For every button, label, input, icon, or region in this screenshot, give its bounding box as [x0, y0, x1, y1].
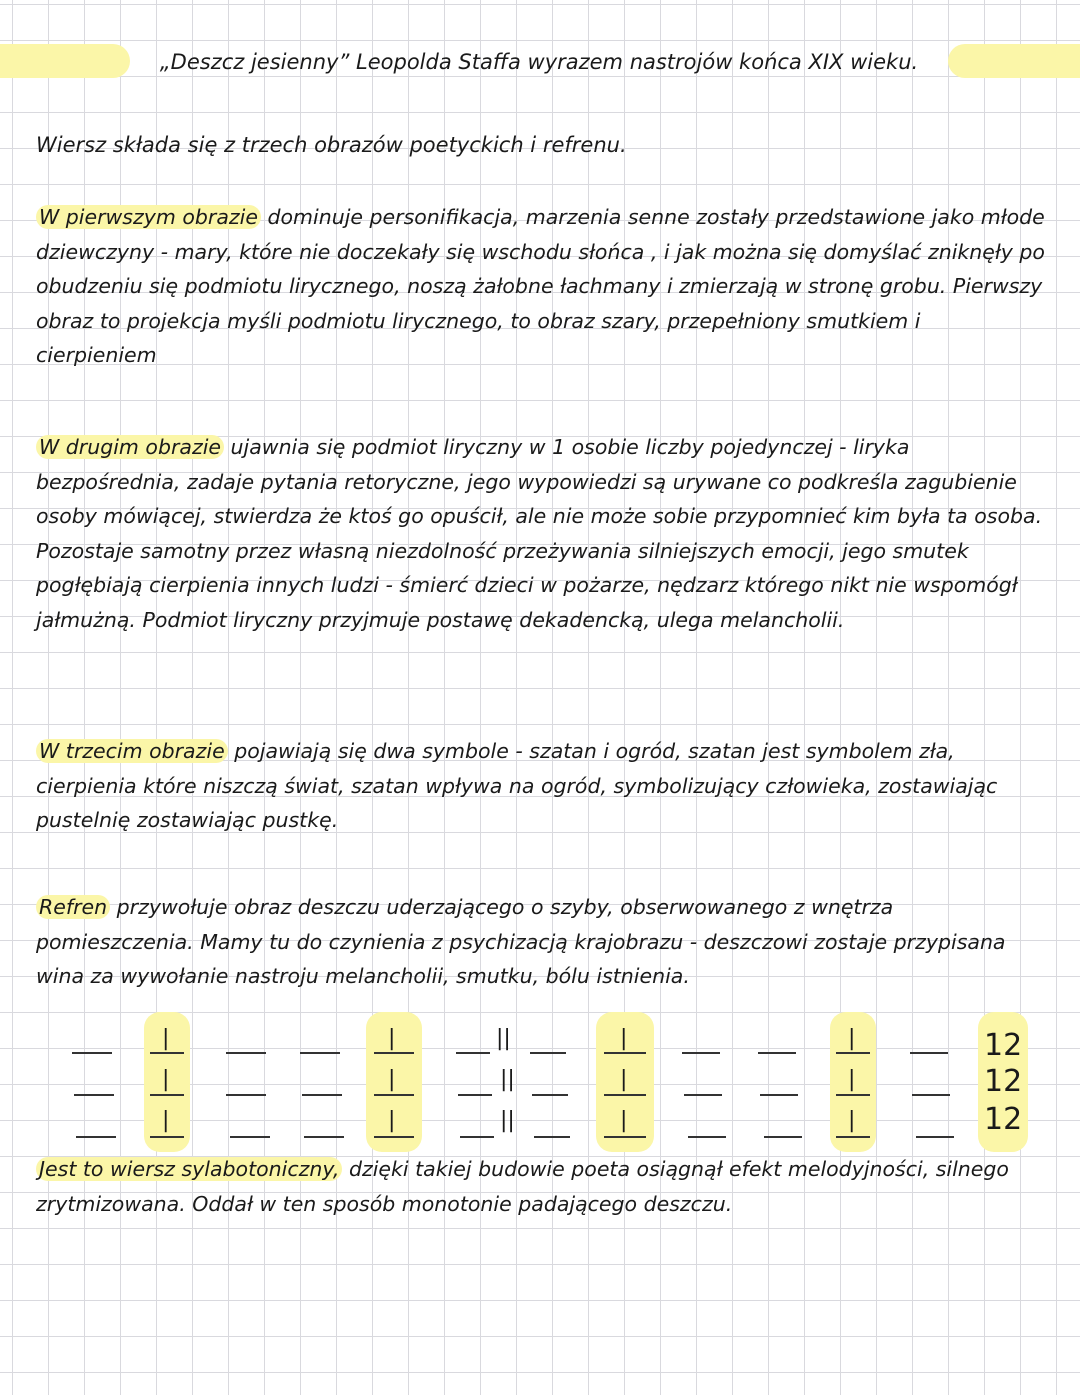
syllable-dash	[76, 1136, 116, 1138]
paragraph-third-image	[36, 734, 1046, 838]
syllable-dash	[916, 1136, 954, 1138]
stress-column	[830, 1012, 876, 1152]
syllable-dash	[230, 1136, 270, 1138]
highlight-first-image: W pierwszym obrazie	[36, 205, 261, 229]
paragraph-refrain-text: przywołuje obraz deszczu uderzającego o szyby, obserwowanego z wnętrza pomieszczenia. Mamy tu do czynienia z psychizacją krajobrazu - deszczowi zostaje przypisana wina za wywołanie nastroju melancholii, smutku, bólu istnienia.	[36, 895, 1006, 989]
stress-mark: |	[620, 1108, 628, 1133]
syllable-dash	[534, 1136, 570, 1138]
highlight-syllabotonic: Jest to wiersz sylabotoniczny,	[36, 1157, 342, 1181]
stress-mark: |	[162, 1108, 170, 1133]
stress-column	[596, 1012, 654, 1152]
syllable-count-column	[978, 1012, 1028, 1152]
paragraph-third-image-text: pojawiają się dwa symbole - szatan i ogród, szatan jest symbolem zła, cierpienia które niszczą świat, szatan wpływa na ogród, symbolizujący człowieka, zostawiając pustelnię zostawiając pustkę.	[36, 739, 998, 833]
highlight-refrain: Refren	[36, 895, 110, 919]
caesura-mark: ||	[500, 1108, 515, 1133]
stress-column	[366, 1012, 422, 1152]
syllable-dash	[912, 1094, 950, 1096]
syllable-dash	[688, 1136, 726, 1138]
paragraph-conclusion	[36, 1152, 1046, 1221]
syllable-dash	[302, 1094, 342, 1096]
syllable-dash	[226, 1094, 266, 1096]
syllable-dash	[764, 1136, 802, 1138]
caesura-mark: ||	[496, 1026, 511, 1051]
syllable-dash	[304, 1136, 344, 1138]
caesura-mark: ||	[500, 1067, 515, 1092]
syllable-dash	[684, 1094, 722, 1096]
paragraph-first-image-text: dominuje personifikacja, marzenia senne zostały przedstawione jako młode dziewczyny - mary, które nie doczekały się wschodu słońca , i jak można się domyślać zniknęły po obudzeniu się podmiotu lirycznego, noszą żałobne łachmany i zmierzają w stronę grobu. Pierwszy obraz to projekcja myśli podmiotu lirycznego, to obraz szary, przepełniony smutkiem i cierpieniem	[36, 205, 1045, 368]
syllable-count: 12	[984, 1028, 1023, 1063]
syllable-dash	[72, 1052, 112, 1054]
paragraph-second-image-text: ujawnia się podmiot liryczny w 1 osobie liczby pojedynczej - liryka bezpośrednia, zadaje pytania retoryczne, jego wypowiedzi są urywane co podkreśla zagubienie osoby mówiącej, stwierdza że ktoś go opuścił, ale nie może sobie przypomnieć kim była ta osoba. Pozostaje samotny przez własną niezdolność przeżywania silniejszych emocji, jego smutek pogłębiają cierpienia innych ludzi - śmierć dzieci w pożarze, nędzarz którego nikt nie wspomógł jałmużną. Podmiot liryczny przyjmuje postawę dekadencką, ulega melancholii.	[36, 435, 1043, 632]
syllable-dash	[682, 1052, 720, 1054]
intro-text: Wiersz składa się z trzech obrazów poetyckich i refrenu.	[36, 133, 627, 157]
syllable-dash	[300, 1052, 340, 1054]
syllable-dash	[226, 1052, 266, 1054]
stress-mark: |	[388, 1026, 396, 1051]
page-title: „Deszcz jesienny” Leopolda Staffa wyrazem nastrojów końca XIX wieku.	[159, 50, 919, 74]
stress-mark: |	[620, 1026, 628, 1051]
syllable-dash	[758, 1052, 796, 1054]
stress-mark: |	[620, 1067, 628, 1092]
paragraph-refrain	[36, 890, 1046, 994]
stress-column	[144, 1012, 190, 1152]
syllable-dash	[760, 1094, 798, 1096]
syllable-dash	[74, 1094, 114, 1096]
highlight-second-image: W drugim obrazie	[36, 435, 224, 459]
stress-mark: |	[848, 1067, 856, 1092]
title-highlight-left	[0, 44, 130, 78]
stress-mark: |	[848, 1108, 856, 1133]
syllable-dash	[460, 1136, 494, 1138]
stress-mark: |	[162, 1026, 170, 1051]
paragraph-first-image	[36, 200, 1046, 373]
syllable-count: 12	[984, 1102, 1023, 1137]
syllable-count: 12	[984, 1064, 1023, 1099]
stress-mark: |	[162, 1067, 170, 1092]
syllable-dash	[456, 1052, 490, 1054]
title-highlight-right	[948, 44, 1080, 78]
stress-mark: |	[388, 1108, 396, 1133]
highlight-third-image: W trzecim obrazie	[36, 739, 228, 763]
stress-mark: |	[388, 1067, 396, 1092]
paragraph-second-image	[36, 430, 1046, 638]
stress-mark: |	[848, 1026, 856, 1051]
syllable-dash	[910, 1052, 948, 1054]
syllable-dash	[532, 1094, 568, 1096]
meter-scheme	[60, 1012, 1040, 1152]
syllable-dash	[530, 1052, 566, 1054]
paragraph-conclusion-text: dzięki takiej budowie poeta osiągnął efekt melodyjności, silnego zrytmizowana. Oddał w ten sposób monotonie padającego deszczu.	[36, 1157, 1009, 1216]
syllable-dash	[458, 1094, 492, 1096]
